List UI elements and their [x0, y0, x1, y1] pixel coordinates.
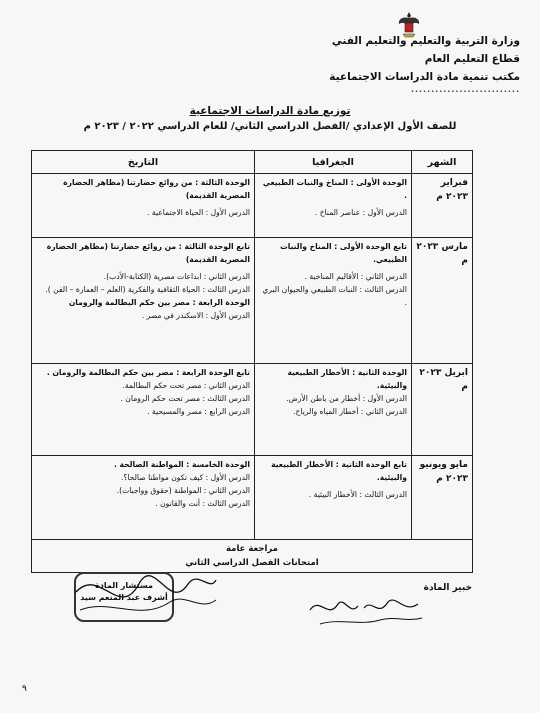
ministry-header [329, 32, 520, 94]
history-cell [32, 174, 255, 238]
history-lesson: الدرس الرابع : مصر والمسيحية . [147, 407, 250, 416]
geography-lesson: الدرس الثاني : أخطار المياه والرياح. [293, 407, 407, 416]
geography-lesson: الدرس الثالث : الأخطار البيئية . [308, 490, 407, 499]
second-term-exams: امتحانات الفصل الدراسي الثاني [185, 558, 319, 568]
history-lesson: الدرس الثالث : مصر تحت حكم الرومان . [120, 394, 250, 403]
month-cell: مارس ٢٠٢٣ م [412, 238, 473, 364]
geography-lesson: الدرس الثاني : الأقاليم المناخية . [304, 272, 407, 281]
month-cell: مايو ويونيو ٢٠٢٣ م [412, 456, 473, 540]
history-lesson: الدرس الأول : كيف تكون مواطنا صالحا؟. [120, 473, 250, 482]
sector-name: قطاع التعليم العام [424, 53, 520, 65]
history-unit: تابع الوحدة الرابعة : مصر بين حكم البطالمة والرومان . [46, 368, 250, 377]
document-subtitle: للصف الأول الإعدادي /الفصل الدراسي الثاني/ للعام الدراسي ٢٠٢٢ / ٢٠٢٣ م [83, 121, 457, 132]
history-cell [32, 238, 255, 364]
header-history: التاريخ [32, 151, 255, 174]
office-name: مكتب تنمية مادة الدراسات الاجتماعية [329, 71, 520, 83]
history-cell [32, 364, 255, 456]
geography-lesson: الدرس الأول : أخطار من باطن الأرض. [286, 394, 407, 403]
geography-unit: الوحدة الثانية : الأخطار الطبيعية والبيئية. [287, 368, 407, 390]
expert-signature-icon [300, 590, 430, 630]
history-lesson: الدرس الأول : الاسكندر في مصر . [141, 311, 250, 320]
geography-cell [255, 238, 412, 364]
expert-title: خبير المادة [423, 583, 472, 593]
history-unit: الوحدة الرابعة : مصر بين حكم البطالمة والرومان [68, 298, 250, 307]
advisor-signature-icon [70, 562, 220, 632]
history-lesson: الدرس الثاني : ابداعات مصرية (الكتابة-الأدب). [103, 272, 250, 281]
month-cell: ابريل ٢٠٢٣ م [412, 364, 473, 456]
distribution-table [31, 150, 473, 573]
ministry-name: وزارة التربية والتعليم والتعليم الفني [331, 35, 520, 47]
geography-lesson: الدرس الأول : عناصر المناخ . [314, 208, 407, 217]
history-cell [32, 456, 255, 540]
history-unit: تابع الوحدة الثالثة : من روائع حضارتنا (مظاهر الحضارة المصرية القديمة) [46, 242, 250, 264]
document-titles [40, 104, 500, 134]
history-lesson: الدرس الثاني : مصر تحت حكم البطالمة. [122, 381, 250, 390]
table-row [32, 238, 473, 364]
geography-cell [255, 456, 412, 540]
month-cell: فبراير ٢٠٢٣ م [412, 174, 473, 238]
geography-cell [255, 174, 412, 238]
document-title: توزيع مادة الدراسات الاجتماعية [189, 105, 351, 117]
table-row [32, 174, 473, 238]
geography-cell [255, 364, 412, 456]
history-lesson: الدرس الثالث : أنت والقانون . [155, 499, 250, 508]
header-geography: الجغرافيا [255, 151, 412, 174]
geography-unit: الوحدة الأولى : المناخ والنبات الطبيعي . [262, 178, 407, 200]
table-row [32, 364, 473, 456]
history-unit: الوحدة الخامسة : المواطنة الصالحة . [114, 460, 250, 469]
geography-lesson: الدرس الثالث : النبات الطبيعي والحيوان البري . [262, 285, 407, 307]
stamp-name: أشرف عبد المنعم سيد [80, 593, 168, 602]
geography-unit: تابع الوحدة الأولى : المناخ والنبات الطبيعي. [280, 242, 407, 264]
header-month: الشهر [412, 151, 473, 174]
history-lesson: الدرس الأول : الحياة الاجتماعية . [147, 208, 250, 217]
table-row [32, 456, 473, 540]
stamp-title: مستشار المادة [95, 581, 153, 590]
history-lesson: الدرس الثالث : الحياة الثقافية والفكرية (العلم – العمارة – الفن ). [45, 285, 250, 294]
page-number: ٩ [22, 684, 27, 694]
dotted-divider: ........................... [410, 85, 520, 94]
history-lesson: الدرس الثاني : المواطنة (حقوق وواجبات). [116, 486, 250, 495]
history-unit: الوحدة الثالثة : من روائع حضارتنا (مظاهر الحضارة المصرية القديمة) [63, 178, 250, 200]
general-review: مراجعة عامة [226, 544, 278, 554]
geography-unit: تابع الوحدة الثانية : الأخطار الطبيعية والبيئية. [271, 460, 407, 482]
table-header-row [32, 151, 473, 174]
